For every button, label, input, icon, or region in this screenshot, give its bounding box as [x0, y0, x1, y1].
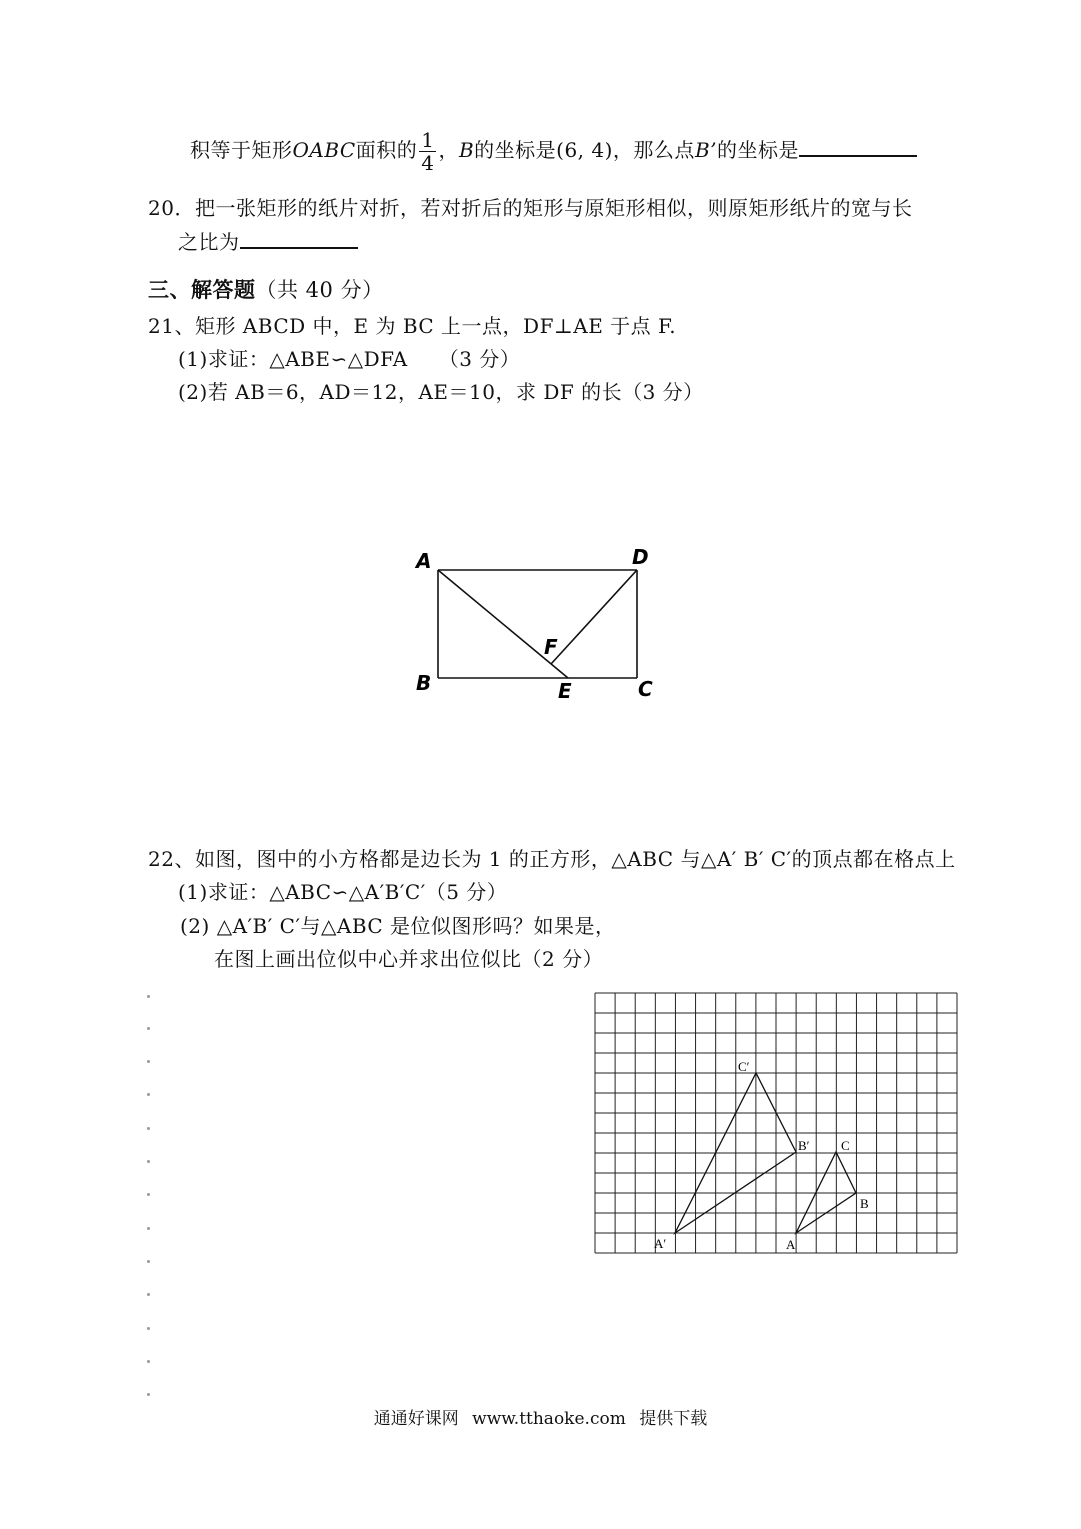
- label-f: F: [544, 635, 558, 659]
- q19-text-b: 面积的: [355, 138, 418, 162]
- segment-ae: [438, 570, 568, 678]
- fraction-denominator: 4: [421, 151, 435, 175]
- margin-dot: [147, 1393, 150, 1396]
- label-a: A: [416, 549, 432, 573]
- footer-note: 提供下载: [639, 1409, 708, 1429]
- q19-point-b: B: [458, 138, 475, 162]
- label-c-prime: C′: [738, 1059, 750, 1074]
- label-a: A: [786, 1237, 796, 1252]
- margin-dot: [147, 1160, 150, 1163]
- margin-dot: [147, 1127, 150, 1130]
- page-footer: [0, 1404, 1081, 1429]
- q19-text-e: 的坐标是: [717, 138, 799, 162]
- q20-line1: 20．把一张矩形的纸片对折，若对折后的矩形与原矩形相似，则原矩形纸片的宽与长: [148, 196, 913, 220]
- label-b: B: [416, 671, 432, 695]
- margin-dot: [147, 1227, 150, 1230]
- q22-part1: (1)求证：△ABC∽△A′B′C′（5 分）: [178, 880, 508, 904]
- section-3-title: 三、解答题: [148, 277, 256, 302]
- section-3-heading: [148, 274, 384, 304]
- margin-dot: [147, 1293, 150, 1296]
- q20-answer-blank[interactable]: [240, 227, 358, 249]
- q19-text-c: ，: [438, 138, 459, 162]
- q21-part2: (2)若 AB＝6，AD＝12，AE＝10，求 DF 的长（3 分）: [178, 380, 704, 404]
- footer-url[interactable]: www.tthaoke.com: [472, 1409, 626, 1429]
- label-d: D: [632, 545, 649, 569]
- q22-part3: 在图上画出位似中心并求出位似比（2 分）: [214, 947, 604, 971]
- margin-dot: [147, 1327, 150, 1330]
- q19-rect-name: OABC: [292, 138, 356, 162]
- q21-part1: (1)求证：△ABE∽△DFA （3 分）: [178, 347, 521, 371]
- label-a-prime: A′: [654, 1236, 667, 1251]
- q19-answer-blank[interactable]: [799, 135, 917, 157]
- label-c: C: [638, 677, 653, 701]
- q19-text-a: 积等于矩形: [190, 138, 293, 162]
- footer-site: 通通好课网: [373, 1409, 459, 1429]
- margin-dot: [147, 1260, 150, 1263]
- label-b-prime: B′: [798, 1138, 810, 1153]
- segment-df: [551, 570, 637, 664]
- q19-text-d: 的坐标是(6, 4)，那么点: [474, 138, 695, 162]
- q21-figure: [400, 540, 680, 710]
- q22-stem: 22、如图，图中的小方格都是边长为 1 的正方形，△ABC 与△A′ B′ C′的顶点都在格点上: [148, 847, 956, 871]
- label-e: E: [558, 679, 572, 703]
- margin-dot: [147, 995, 150, 998]
- margin-dot: [147, 1193, 150, 1196]
- q22-part2: (2) △A′B′ C′与△ABC 是位似图形吗？如果是，: [180, 914, 616, 938]
- q19-point-b-prime: B’: [694, 138, 717, 162]
- q20-line2: [178, 226, 358, 255]
- section-3-points: （共 40 分）: [255, 278, 384, 302]
- q22-grid-figure: [594, 992, 958, 1254]
- margin-dot: [147, 1060, 150, 1063]
- label-b: B: [860, 1196, 869, 1211]
- q20-text: 之比为: [178, 230, 240, 254]
- label-c: C: [841, 1138, 850, 1153]
- margin-dot: [147, 1360, 150, 1363]
- grid-lines: [595, 993, 957, 1253]
- margin-dot: [147, 1093, 150, 1096]
- q21-stem: 21、矩形 ABCD 中，E 为 BC 上一点，DF⊥AE 于点 F.: [148, 314, 677, 338]
- fraction-one-quarter: [419, 129, 436, 174]
- margin-dot: [147, 1027, 150, 1030]
- fraction-numerator: 1: [421, 128, 435, 152]
- q19-continuation: [190, 127, 917, 181]
